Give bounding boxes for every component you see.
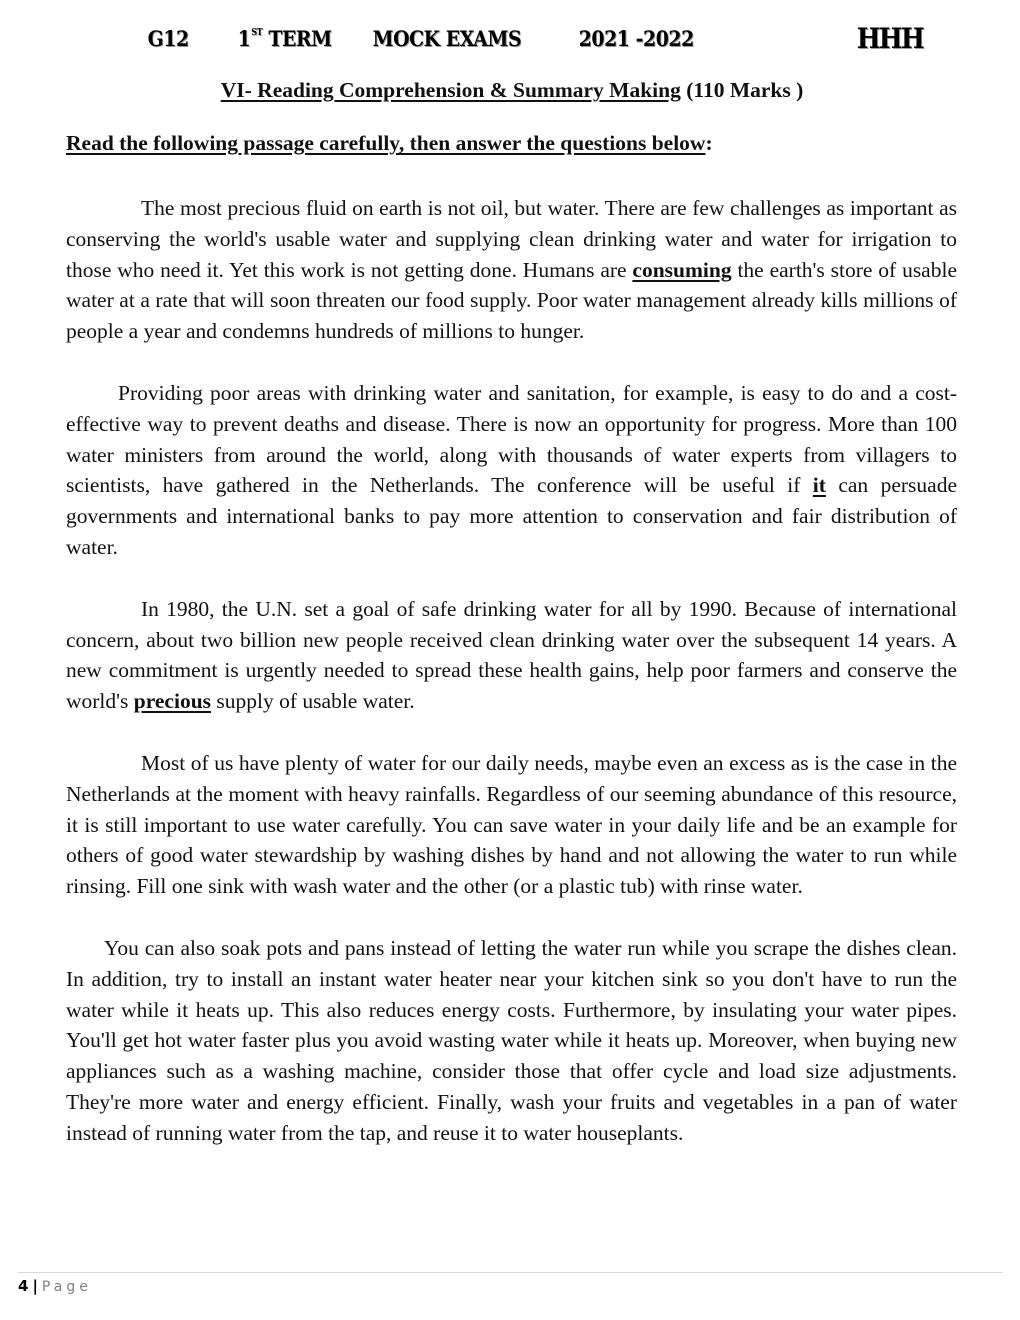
header-term-label: TERM	[268, 26, 332, 51]
paragraph-3	[66, 594, 957, 717]
section-title-text: VI- Reading Comprehension & Summary Making	[220, 78, 681, 102]
page-header	[0, 22, 923, 58]
header-year: 2021 -2022	[578, 26, 694, 51]
instruction-text: Read the following passage carefully, then answer the questions below	[66, 131, 706, 155]
footer-divider	[18, 1272, 1003, 1273]
paragraph-1-text-after: the earth's store of usable water at a rate that will soon threaten our food supply. Poor water management already kills millions of people a year and condemns hundreds of millions to hunger.	[66, 257, 957, 344]
reading-passage	[66, 193, 957, 1180]
header-term-number: 1	[237, 26, 251, 51]
paragraph-2-text-before: Providing poor areas with drinking water and sanitation, for example, is easy to do and a cost-effective way to prevent deaths and disease. There is now an opportunity for progress. More than 100 water ministers from around the world, along with thousands of water experts from villagers to scientists, have gathered in the Netherlands. The conference will be useful if	[66, 380, 957, 498]
header-term	[238, 26, 332, 51]
paragraph-4: Most of us have plenty of water for our daily needs, maybe even an excess as is the case in the Netherlands at the moment with heavy rainfalls. Regardless of our seeming abundance of this resource, it is still important to use water carefully. You can save water in your daily life and be an example for others of good water stewardship by washing dishes by hand and not allowing the water to run while rinsing. Fill one sink with wash water and the other (or a plastic tub) with rinse water.	[66, 750, 957, 899]
page-number: 4	[18, 1277, 29, 1295]
instruction-colon: :	[705, 131, 713, 155]
paragraph-3-text-before: In 1980, the U.N. set a goal of safe drinking water for all by 1990. Because of international concern, about two billion new people received clean drinking water over the subsequent 14 years. A new commitment is urgently needed to spread these health gains, help poor farmers and conserve the world's	[66, 596, 957, 714]
section-marks: (110 Marks )	[680, 78, 804, 102]
header-grade: G12	[147, 26, 189, 51]
footer-separator: |	[32, 1277, 38, 1295]
instruction	[66, 131, 713, 156]
paragraph-5: You can also soak pots and pans instead of letting the water run while you scrape the dishes clean. In addition, try to install an instant water heater near your kitchen sink so you don't have to run the water while it heats up. This also reduces energy costs. Furthermore, by insulating your water pipes. You'll get hot water faster plus you avoid wasting water while it heats up. Moreover, when buying new appliances such as a washing machine, consider those that offer cycle and load size adjustments. They're more water and energy efficient. Finally, wash your fruits and vegetables in a pan of water instead of running water from the tap, and reuse it to water houseplants.	[66, 935, 957, 1145]
header-term-suffix: ST	[251, 28, 263, 38]
page-label: Page	[41, 1279, 92, 1295]
keyword-precious: precious	[133, 689, 212, 714]
page-footer	[18, 1277, 92, 1295]
header-exam-label: MOCK EXAMS	[372, 26, 522, 51]
paragraph-2-text-after: can persuade governments and international banks to pay more attention to conservation and fair distribution of water.	[66, 473, 957, 559]
keyword-consuming: consuming	[632, 257, 732, 282]
paragraph-3-text-after: supply of usable water.	[211, 689, 415, 714]
paragraph-1-text-before: The most precious fluid on earth is not oil, but water. There are few challenges as important as conserving the world's usable water and supplying clean drinking water and water for irrigation to those who need it. Yet this work is not getting done. Humans are	[66, 196, 957, 282]
paragraph-1	[66, 193, 957, 347]
header-code: HHH	[856, 22, 923, 55]
keyword-it: it	[812, 473, 826, 498]
paragraph-2	[66, 378, 957, 563]
section-title	[0, 78, 1020, 103]
